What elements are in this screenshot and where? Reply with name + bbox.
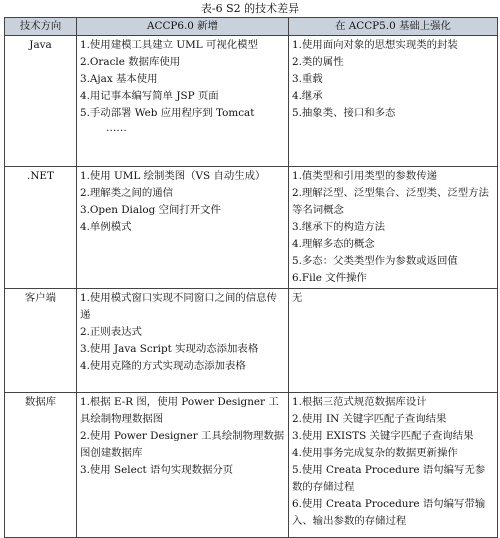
header-category: 技术方向 xyxy=(5,18,77,36)
list-item: 4.使用事务完成复杂的数据更新操作 xyxy=(292,447,458,459)
row-category: .NET xyxy=(5,167,77,289)
strengthened-cell xyxy=(289,393,498,538)
table-row xyxy=(5,289,498,393)
strengthened-cell xyxy=(289,36,498,167)
header-row xyxy=(5,18,498,36)
list-item: 1.使用模式窗口实现不同窗口之间的信息传递 xyxy=(80,292,277,321)
list-item: 4.继承 xyxy=(292,90,323,102)
header-strengthened: 在 ACCP5.0 基础上强化 xyxy=(289,18,498,36)
list-item: 1.使用面向对象的思想实现类的封装 xyxy=(292,39,458,51)
row-category: 数据库 xyxy=(5,393,77,538)
list-item: 2.使用 IN 关键字匹配子查询结果 xyxy=(292,413,447,425)
list-item: 3.使用 Java Script 实现动态添加表格 xyxy=(80,343,259,355)
list-item: 3.使用 EXISTS 关键字匹配子查询结果 xyxy=(292,430,474,442)
added-cell xyxy=(77,36,289,167)
list-item: 4.用记事本编写简单 JSP 页面 xyxy=(80,90,219,102)
list-item: 3.使用 Select 语句实现数据分页 xyxy=(80,464,234,476)
list-item: 1.根据 E-R 图，使用 Power Designer 工具绘制物理数据图 xyxy=(80,396,279,425)
list-item: 6.使用 Creata Procedure 语句编写带输入、输出参数的存储过程 xyxy=(292,498,486,527)
added-cell xyxy=(77,167,289,289)
strengthened-cell xyxy=(289,289,498,393)
list-item: 2.使用 Power Designer 工具绘制物理数据图创建数据库 xyxy=(80,430,285,459)
list-item: 5.多态：父类类型作为参数或返回值 xyxy=(292,255,458,267)
table-row xyxy=(5,36,498,167)
list-item: 3.Ajax 基本使用 xyxy=(80,73,158,85)
list-item: 1.使用 UML 绘制类图（VS 自动生成） xyxy=(80,170,266,182)
row-category: Java xyxy=(5,36,77,167)
list-item: 4.使用克隆的方式实现动态添加表格 xyxy=(80,360,246,372)
list-item: 5.使用 Creata Procedure 语句编写无参数的存储过程 xyxy=(292,464,486,493)
list-item: 4.理解多态的概念 xyxy=(292,238,375,250)
list-item: 1.使用建模工具建立 UML 可视化模型 xyxy=(80,39,258,51)
none-value: 无 xyxy=(292,292,303,304)
row-category: 客户端 xyxy=(5,289,77,393)
list-item: 2.理解类之间的通信 xyxy=(80,187,174,199)
table-row xyxy=(5,167,498,289)
list-item: …… xyxy=(106,122,127,134)
header-added: ACCP6.0 新增 xyxy=(77,18,289,36)
list-item: 2.理解泛型、泛型集合、泛型类、泛型方法等名词概念 xyxy=(292,187,489,216)
strengthened-cell xyxy=(289,167,498,289)
list-item: 2.类的属性 xyxy=(292,56,344,68)
list-item: 6.File 文件操作 xyxy=(292,272,367,284)
added-cell xyxy=(77,393,289,538)
list-item: 2.正则表达式 xyxy=(80,326,142,338)
list-item: 3.重载 xyxy=(292,73,323,85)
list-item: 1.根据三范式规范数据库设计 xyxy=(292,396,427,408)
list-item: 4.单例模式 xyxy=(80,221,132,233)
list-item: 5.手动部署 Web 应用程序到 Tomcat xyxy=(80,107,255,119)
table-row xyxy=(5,393,498,538)
list-item: 3.Open Dialog 空间打开文件 xyxy=(80,204,221,216)
list-item: 2.Oracle 数据库使用 xyxy=(80,56,181,68)
tech-diff-table xyxy=(4,17,498,538)
added-cell xyxy=(77,289,289,393)
table-caption: 表-6 S2 的技术差异 xyxy=(200,2,300,15)
list-item: 1.值类型和引用类型的参数传递 xyxy=(292,170,437,182)
list-item: 5.抽象类、接口和多态 xyxy=(292,107,396,119)
list-item: 3.继承下的构造方法 xyxy=(292,221,386,233)
